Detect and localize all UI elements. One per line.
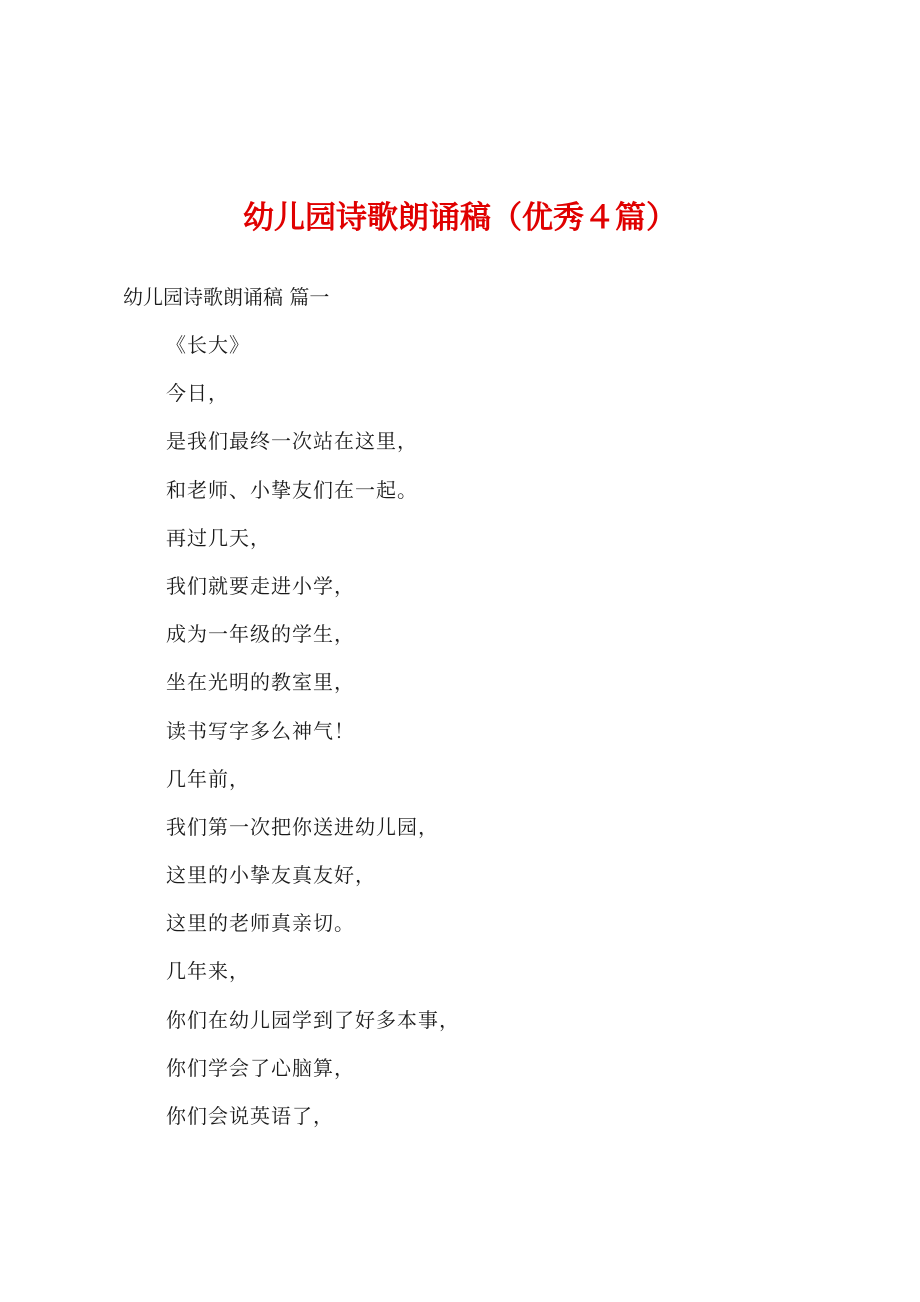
poem-line: 是我们最终一次站在这里， — [166, 429, 418, 454]
poem-line: 这里的老师真亲切。 — [166, 911, 355, 936]
poem-line: 几年前， — [166, 766, 250, 791]
poem-line: 我们就要走进小学， — [166, 573, 355, 598]
section-heading: 幼儿园诗歌朗诵稿 篇一 — [123, 285, 330, 309]
poem-line: 你们会说英语了， — [166, 1104, 334, 1128]
poem-line: 和老师、小挚友们在一起。 — [166, 477, 418, 502]
poem-line: 再过几天， — [166, 525, 271, 550]
poem-line: 你们学会了心脑算， — [166, 1055, 355, 1080]
poem-line: 这里的小挚友真友好， — [166, 863, 376, 888]
poem-title: 《长大》 — [166, 333, 250, 357]
poem-body — [166, 330, 460, 1149]
poem-line: 读书写字多么神气！ — [166, 718, 355, 743]
poem-line: 几年来， — [166, 959, 250, 984]
poem-line: 我们第一次把你送进幼儿园， — [166, 814, 439, 839]
poem-line: 坐在光明的教室里， — [166, 670, 355, 695]
poem-line: 成为一年级的学生， — [166, 622, 355, 647]
poem-line: 今日， — [166, 381, 229, 406]
poem-line: 你们在幼儿园学到了好多本事， — [166, 1007, 460, 1032]
document-title: 幼儿园诗歌朗诵稿（优秀４篇） — [243, 200, 677, 236]
